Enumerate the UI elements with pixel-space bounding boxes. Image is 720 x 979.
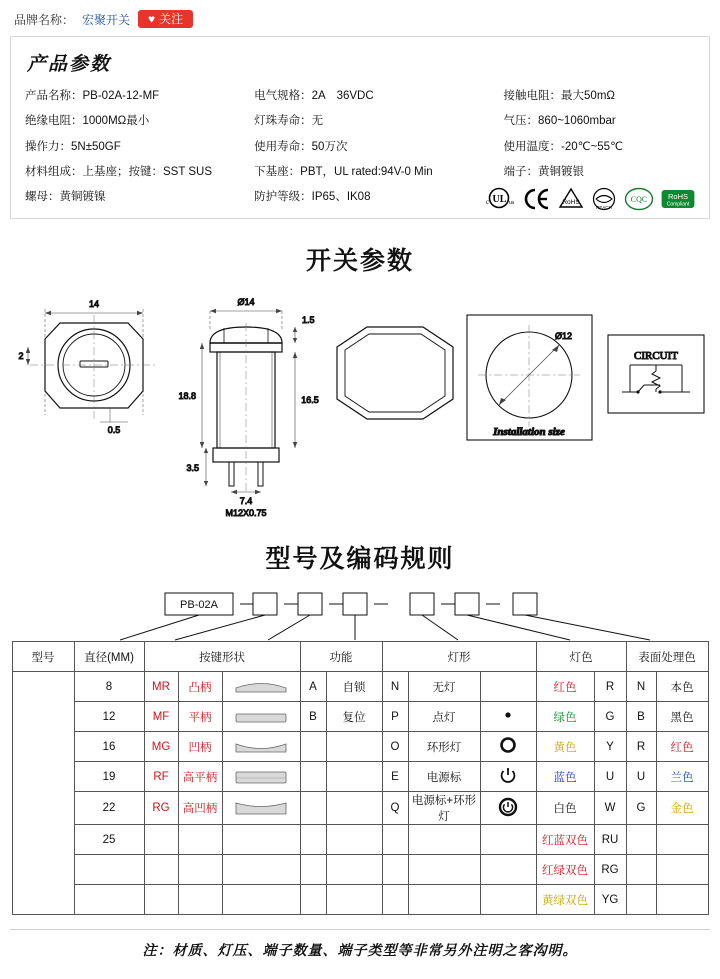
finish-code: B [626,702,656,732]
certification-logos [486,186,695,212]
lamp-name: 电源标 [408,762,480,792]
lamp-color-name: 红色 [536,672,594,702]
svg-text:Compliant: Compliant [666,201,690,208]
shape-name: 平柄 [178,702,222,732]
diameter-cell: 19 [74,762,144,792]
brand-name[interactable]: 宏聚开关 [82,12,131,27]
shape-code: MG [144,732,178,762]
coding-section [0,585,720,960]
dot-lamp-icon [480,702,536,732]
table-row [23,160,697,185]
empty-cell [178,825,222,855]
svg-text:18.8: 18.8 [178,391,196,402]
empty-cell [626,825,656,855]
param-cell: 气压：860~1060mbar [503,115,616,128]
empty-cell [144,855,178,885]
lamp-color-name: 白色 [536,792,594,825]
installation-size-drawing [467,315,592,440]
finish-code: G [626,792,656,825]
header-lamp-shape: 灯形 [382,642,536,672]
follow-label: 关注 [159,12,184,26]
table-row [12,732,708,762]
table-row [12,792,708,825]
svg-text:UL: UL [492,194,507,206]
lamp-color-code: G [594,702,626,732]
brand-bar [0,0,720,36]
table-row [23,135,697,160]
lamp-name: 无灯 [408,672,480,702]
lamp-code: O [382,732,408,762]
table-row [12,702,708,732]
svg-text:16.5: 16.5 [301,395,319,406]
empty-cell [74,885,144,915]
rohs-icon [558,186,584,212]
table-row [23,84,697,109]
diameter-cell: 25 [74,825,144,855]
shape-code: MR [144,672,178,702]
header-function: 功能 [300,642,382,672]
empty-cell [382,825,408,855]
function-name: 复位 [326,702,382,732]
function-code: A [300,672,326,702]
header-lamp-color: 灯色 [536,642,626,672]
empty-cell [144,825,178,855]
follow-button[interactable] [138,10,193,28]
coding-header-row [12,642,708,672]
technical-drawings [0,287,720,517]
empty-cell [178,885,222,915]
table-row [12,885,708,915]
svg-text:7.4: 7.4 [239,496,253,507]
empty-cell [656,885,708,915]
param-cell: 使用温度：-20℃~55℃ [503,140,623,153]
empty-cell [300,855,326,885]
diameter-cell: 22 [74,792,144,825]
empty-cell [656,825,708,855]
rohs-compliant-icon [661,186,695,212]
empty-cell [326,855,382,885]
param-cell: 操作力：5N±50GF [25,140,121,153]
empty-cell [408,825,480,855]
empty-cell [326,825,382,855]
empty-cell [382,885,408,915]
ul-icon [486,186,516,212]
finish-code: U [626,762,656,792]
empty-cell [326,792,382,825]
ring-lamp-icon [480,732,536,762]
empty-cell [626,855,656,885]
lamp-color-name: 黄绿双色 [536,885,594,915]
svg-text:M12X0.75: M12X0.75 [225,508,267,518]
shape-name: 高凹柄 [178,792,222,825]
param-cell: 灯珠寿命：无 [254,115,324,128]
svg-text:14: 14 [88,299,100,310]
lamp-name: 电源标+环形灯 [408,792,480,825]
reach-icon [591,186,617,212]
svg-text:2: 2 [18,351,24,362]
cqc-icon [624,186,654,212]
lamp-code: N [382,672,408,702]
ce-icon [523,186,551,212]
header-diameter: 直径(MM) [74,642,144,672]
empty-cell [626,885,656,915]
front-view-drawing [18,299,158,435]
lamp-color-code: U [594,762,626,792]
lamp-color-code: Y [594,732,626,762]
empty-cell [300,885,326,915]
lamp-color-name: 红绿双色 [536,855,594,885]
empty-cell [480,825,536,855]
shape-code: RG [144,792,178,825]
param-cell: 使用寿命：50万次 [254,140,348,153]
product-parameter-box [10,36,710,219]
footnote-text: 注：材质、灯压、端子数量、端子类型等非常另外注明之客沟明。 [10,929,710,960]
param-cell: 接触电阻：最大50mΩ [503,90,615,102]
table-row [12,855,708,885]
empty-cell [300,792,326,825]
empty-cell [300,732,326,762]
side-view-drawing [178,297,318,517]
shape-name: 凹柄 [178,732,222,762]
svg-text:Ø14: Ø14 [237,297,255,308]
svg-text:RoHS: RoHS [562,199,580,207]
empty-cell [74,855,144,885]
flat-shape-icon [222,702,300,732]
svg-text:c: c [486,198,490,207]
diameter-cell: 12 [74,702,144,732]
table-row [12,672,708,702]
lamp-color-code: YG [594,885,626,915]
shape-code: RF [144,762,178,792]
finish-code: N [626,672,656,702]
svg-text:Ø12: Ø12 [555,331,573,342]
lamp-code: Q [382,792,408,825]
lamp-color-name: 蓝色 [536,762,594,792]
param-cell: 防护等级：IP65、IK08 [254,191,371,203]
finish-name: 黑色 [656,702,708,732]
empty-cell [178,855,222,885]
empty-cell [326,762,382,792]
lamp-color-code: R [594,672,626,702]
finish-name: 红色 [656,732,708,762]
section-heading-switch-params: 开关参数 [305,247,414,276]
finish-name: 本色 [656,672,708,702]
diameter-cell: 8 [74,672,144,702]
lamp-color-code: W [594,792,626,825]
function-code: B [300,702,326,732]
param-cell: 下基座：PBT，UL rated:94V-0 Min [254,165,433,178]
svg-text:0.5: 0.5 [107,425,121,436]
convex-shape-icon [222,672,300,702]
lamp-color-code: RG [594,855,626,885]
empty-cell [656,855,708,885]
empty-cell [408,855,480,885]
empty-cell [300,825,326,855]
base-code-text: PB-02A [180,599,218,612]
function-name: 自锁 [326,672,382,702]
lamp-code: P [382,702,408,732]
empty-cell [408,885,480,915]
param-cell: 产品名称：PB-02A-12-MF [25,90,160,102]
table-row [23,109,697,134]
svg-text:REACH: REACH [596,205,612,211]
empty-cell [222,885,300,915]
finish-name: 兰色 [656,762,708,792]
power-symbol-icon [480,762,536,792]
lamp-name: 点灯 [408,702,480,732]
svg-text:CQC: CQC [630,195,648,205]
empty-cell [300,762,326,792]
param-cell: 电气规格：2A 36VDC [254,90,374,102]
empty-cell [480,885,536,915]
diameter-cell: 16 [74,732,144,762]
empty-cell [222,855,300,885]
svg-text:CIRCUIT: CIRCUIT [634,350,678,363]
circuit-drawing [608,335,704,413]
empty-cell [326,885,382,915]
header-finish: 表面处理色 [626,642,708,672]
svg-text:1.5: 1.5 [302,315,315,326]
none-icon [480,672,536,702]
empty-cell [480,855,536,885]
shape-code: MF [144,702,178,732]
heart-icon: ♥ [148,12,156,26]
shape-name: 高平柄 [178,762,222,792]
lamp-name: 环形灯 [408,732,480,762]
lamp-color-name: 红蓝双色 [536,825,594,855]
brand-label: 品牌名称： [14,12,75,27]
empty-cell [326,732,382,762]
empty-cell [144,885,178,915]
power-ring-icon [480,792,536,825]
drawing-group [10,287,710,517]
table-row [12,762,708,792]
svg-text:us: us [509,200,515,207]
shape-name: 凸柄 [178,672,222,702]
coding-callout [10,585,710,641]
coding-table [12,641,709,915]
table-row [12,825,708,855]
param-cell: 螺母：黄铜镀镍 [25,191,106,203]
empty-cell [382,855,408,885]
header-shape: 按键形状 [144,642,300,672]
param-cell: 材料组成：上基座；按键：SST SUS [25,165,212,178]
hex-view-drawing [337,327,453,419]
svg-text:RoHS: RoHS [667,192,689,202]
lamp-color-code: RU [594,825,626,855]
empty-cell [222,825,300,855]
svg-text:Installation size: Installation size [493,426,565,439]
section-heading-coding: 型号及编码规则 [265,545,455,574]
lamp-color-name: 黄色 [536,732,594,762]
lamp-color-name: 绿色 [536,702,594,732]
model-cell [12,672,74,915]
param-cell: 绝缘电阻：1000MΩ最小 [25,115,150,128]
param-cell: 端子：黄铜镀银 [503,165,585,178]
high-concave-shape-icon [222,792,300,825]
parameter-title: 产品参数 [27,53,112,75]
svg-text:3.5: 3.5 [186,463,199,474]
lamp-code: E [382,762,408,792]
header-model: 型号 [12,642,74,672]
finish-code: R [626,732,656,762]
concave-shape-icon [222,732,300,762]
finish-name: 金色 [656,792,708,825]
high-flat-shape-icon [222,762,300,792]
